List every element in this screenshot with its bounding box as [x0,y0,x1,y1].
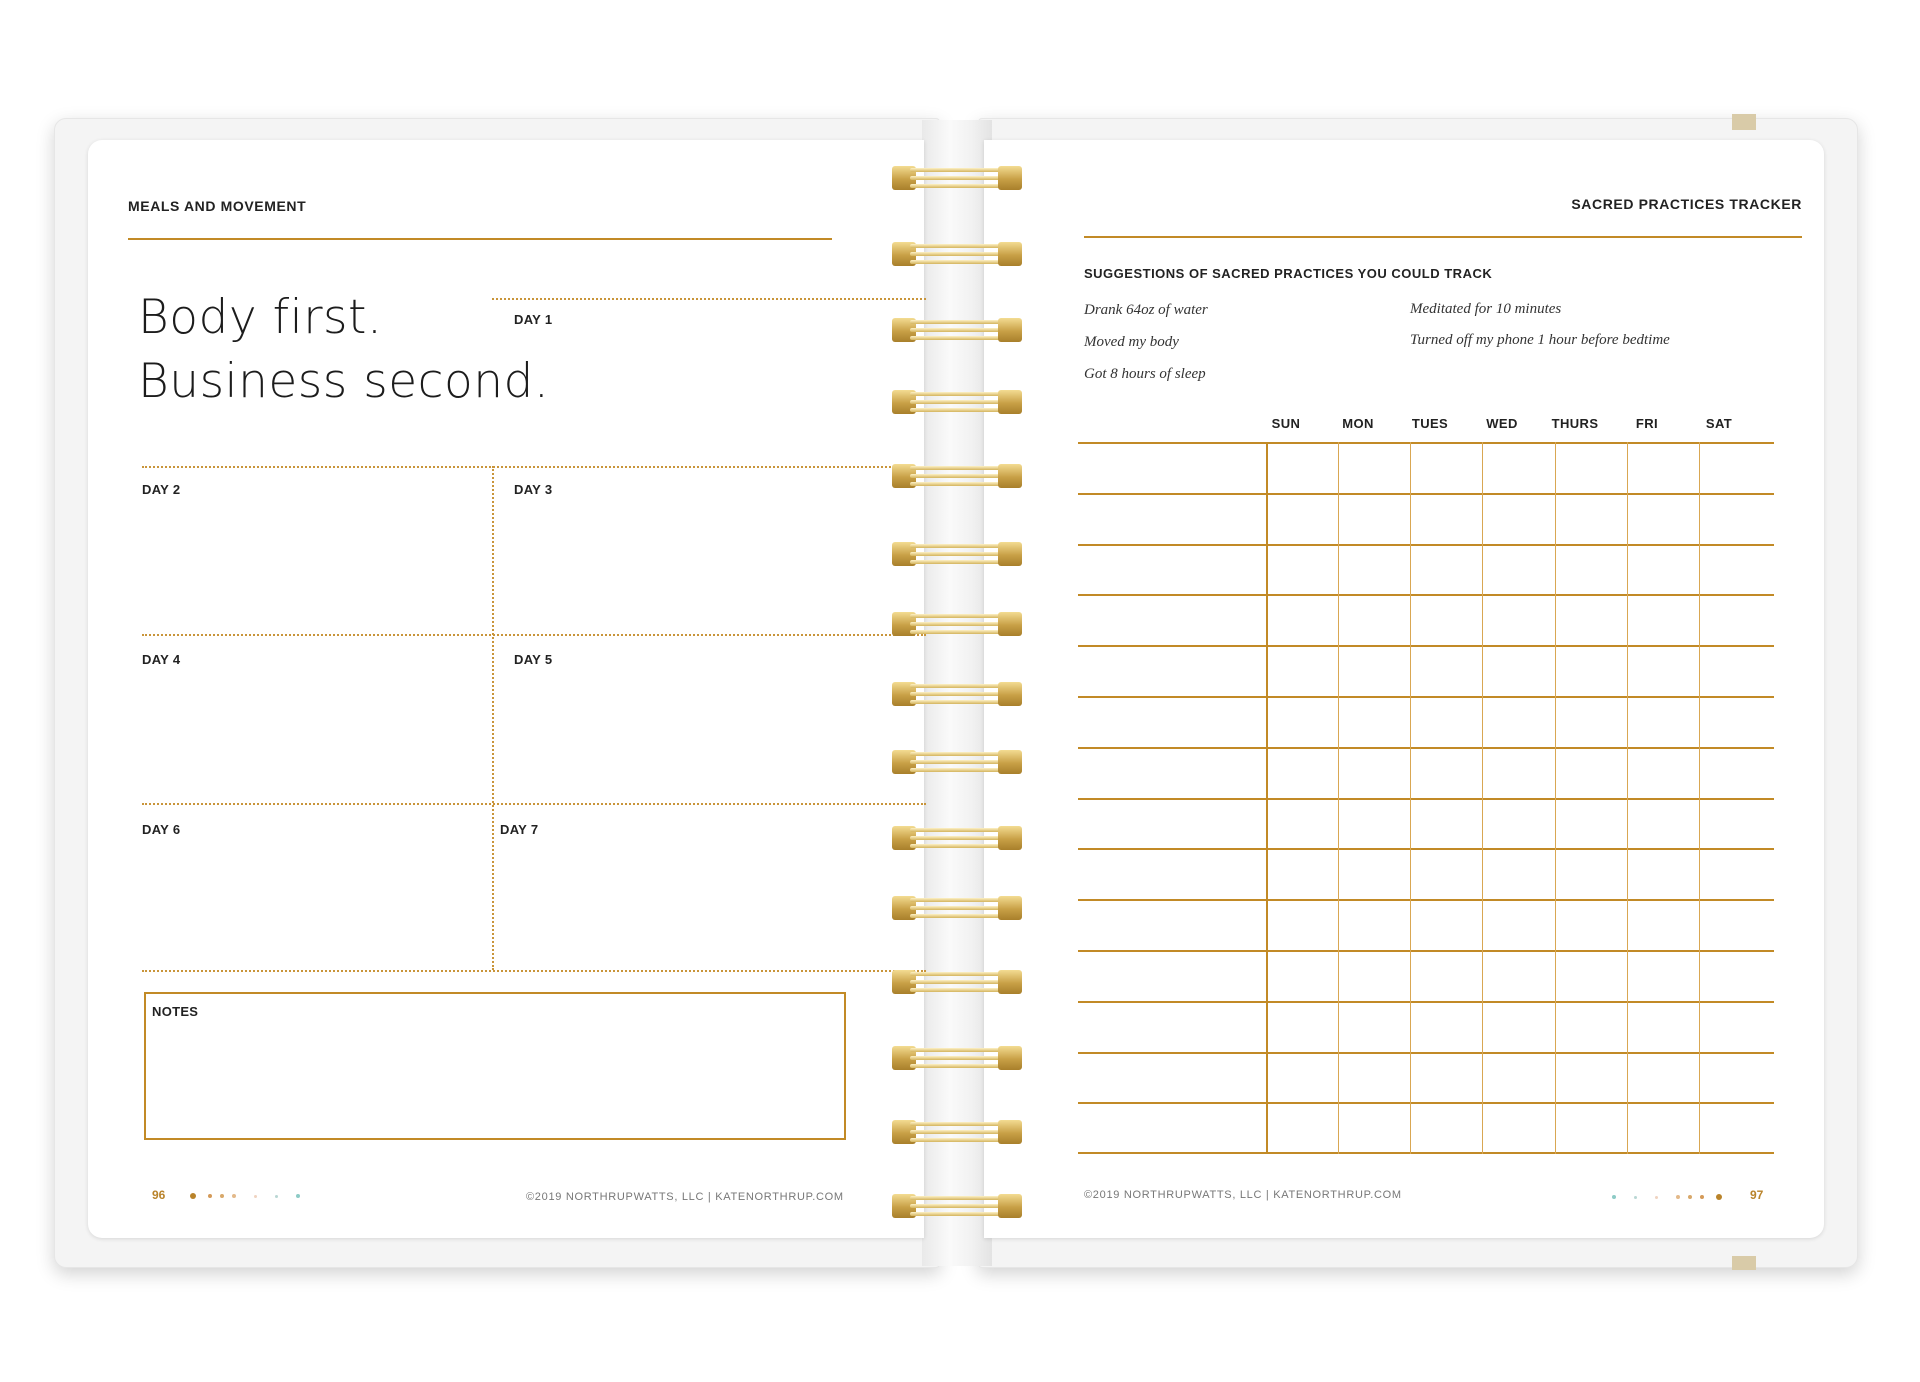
binding-ring [892,824,1022,852]
binding-ring [892,164,1022,192]
grid-divider-vertical [492,466,494,970]
tracker-column-rule [1627,442,1628,1154]
tracker-grid[interactable] [1078,442,1774,1154]
grid-divider [142,803,926,805]
binding-ring [892,388,1022,416]
tracker-column-rule [1338,442,1339,1154]
binding-ring [892,894,1022,922]
tracker-rule [1078,798,1774,800]
quote-line-1: Body first. [138,290,383,345]
day-6-label: DAY 6 [142,822,181,837]
decorative-dots [190,1193,308,1199]
tracker-column-rule [1555,442,1556,1154]
weekday-header-thu: THURS [1551,416,1599,431]
binding-ring [892,1044,1022,1072]
grid-divider [142,970,926,972]
page-number: 96 [152,1188,166,1202]
day-2-label: DAY 2 [142,482,181,497]
copyright-footer: ©2019 NORTHRUPWATTS, LLC | KATENORTHRUP.COM [526,1191,844,1203]
tracker-rule [1078,1152,1774,1154]
day-4-label: DAY 4 [142,652,181,667]
suggestion-item: Moved my body [1084,334,1179,350]
tracker-rule [1078,1001,1774,1003]
tracker-column-rule [1266,442,1268,1154]
tracker-rule [1078,645,1774,647]
tracker-rule [1078,950,1774,952]
weekday-header-fri: FRI [1635,416,1659,431]
binding-ring [892,540,1022,568]
tracker-rule [1078,747,1774,749]
suggestion-item: Got 8 hours of sleep [1084,366,1206,382]
tracker-rule [1078,1102,1774,1104]
grid-divider [492,298,926,300]
tracker-column-rule [1699,442,1700,1154]
grid-divider [142,466,926,468]
right-page [984,140,1824,1238]
binding-ring [892,1118,1022,1146]
tracker-column-rule [1482,442,1483,1154]
notes-box[interactable] [144,992,846,1140]
tracker-rule [1078,493,1774,495]
day-5-label: DAY 5 [514,652,553,667]
weekday-header-tue: TUES [1411,416,1449,431]
binding-ring [892,240,1022,268]
page-number: 97 [1750,1188,1764,1202]
page-header: MEALS AND MOVEMENT [128,198,307,214]
bookmark-ribbon-top [1732,114,1756,130]
notes-label: NOTES [152,1004,199,1019]
left-page [88,140,924,1238]
tracker-rule [1078,1052,1774,1054]
binding-ring [892,968,1022,996]
tracker-rule [1078,848,1774,850]
page-header: SACRED PRACTICES TRACKER [1571,196,1802,212]
day-3-label: DAY 3 [514,482,553,497]
weekday-header-sun: SUN [1271,416,1301,431]
grid-divider [142,634,926,636]
quote [138,286,549,414]
tracker-rule [1078,544,1774,546]
tracker-rule [1078,899,1774,901]
binding-ring [892,1192,1022,1220]
weekday-header-mon: MON [1342,416,1374,431]
suggestion-item: Meditated for 10 minutes [1410,301,1562,317]
header-rule [128,238,832,240]
binding-ring [892,610,1022,638]
day-1-label: DAY 1 [514,312,553,327]
binding-ring [892,748,1022,776]
tracker-rule [1078,442,1774,444]
copyright-footer: ©2019 NORTHRUPWATTS, LLC | KATENORTHRUP.COM [1084,1189,1402,1201]
binding-ring [892,316,1022,344]
suggestions-title: SUGGESTIONS OF SACRED PRACTICES YOU COULD TRACK [1084,266,1493,281]
suggestion-item: Turned off my phone 1 hour before bedtime [1410,332,1670,348]
binding-ring [892,680,1022,708]
tracker-rule [1078,594,1774,596]
weekday-header-sat: SAT [1705,416,1733,431]
header-rule [1084,236,1802,238]
day-7-label: DAY 7 [500,822,539,837]
suggestion-item: Drank 64oz of water [1084,302,1208,318]
tracker-rule [1078,696,1774,698]
binding-ring [892,462,1022,490]
bookmark-ribbon-bottom [1732,1256,1756,1270]
weekday-header-wed: WED [1486,416,1518,431]
quote-line-2: Business second. [138,354,550,409]
tracker-column-rule [1410,442,1411,1154]
decorative-dots [1612,1194,1730,1200]
